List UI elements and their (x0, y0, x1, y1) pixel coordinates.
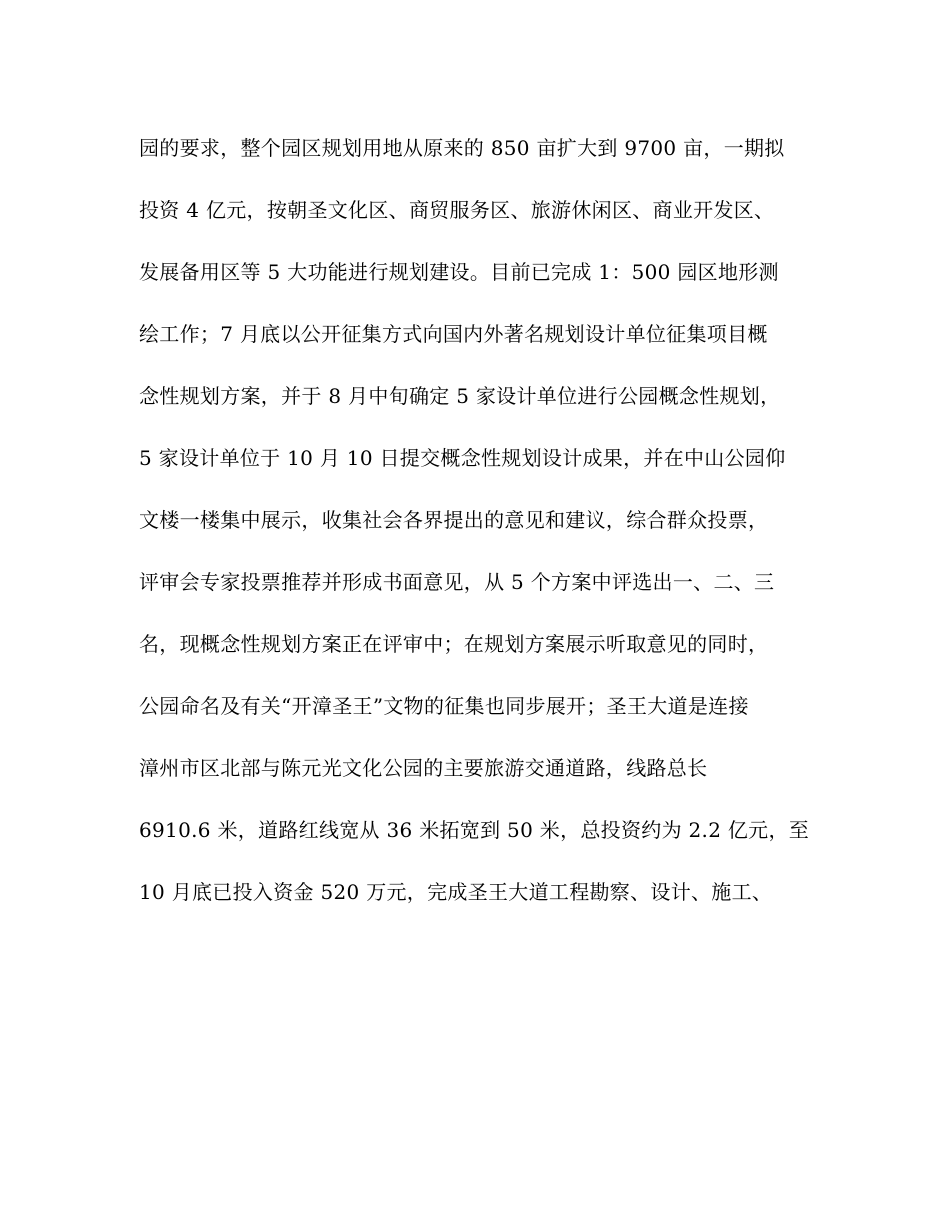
text-line-6: 5 家设计单位于 10 月 10 日提交概念性规划设计成果，并在中山公园仰 (139, 446, 786, 470)
text-line-5: 念性规划方案，并于 8 月中旬确定 5 家设计单位进行公园概念性规划， (139, 384, 781, 408)
text-line-13: 10 月底已投入资金 520 万元，完成圣王大道工程勘察、设计、施工、 (139, 880, 773, 904)
text-line-1: 园的要求，整个园区规划用地从原来的 850 亩扩大到 9700 亩，一期拟 (139, 136, 785, 160)
text-line-8: 评审会专家投票推荐并形成书面意见，从 5 个方案中评选出一、二、三 (139, 570, 775, 594)
text-line-7: 文楼一楼集中展示，收集社会各界提出的意见和建议，综合群众投票， (139, 508, 769, 532)
text-line-10: 公园命名及有关“开漳圣王”文物的征集也同步展开；圣王大道是连接 (139, 694, 749, 718)
text-line-12: 6910.6 米，道路红线宽从 36 米拓宽到 50 米，总投资约为 2.2 亿元，至 (139, 818, 810, 842)
text-line-11: 漳州市区北部与陈元光文化公园的主要旅游交通道路，线路总长 (139, 756, 708, 780)
text-line-3: 发展备用区等 5 大功能进行规划建设。目前已完成 1：500 园区地形测 (139, 260, 779, 284)
text-line-2: 投资 4 亿元，按朝圣文化区、商贸服务区、旅游休闲区、商业开发区、 (139, 198, 775, 222)
text-line-4: 绘工作；7 月底以公开征集方式向国内外著名规划设计单位征集项目概 (139, 322, 768, 346)
body-text (139, 138, 819, 944)
text-line-9: 名，现概念性规划方案正在评审中；在规划方案展示听取意见的同时， (139, 632, 769, 656)
